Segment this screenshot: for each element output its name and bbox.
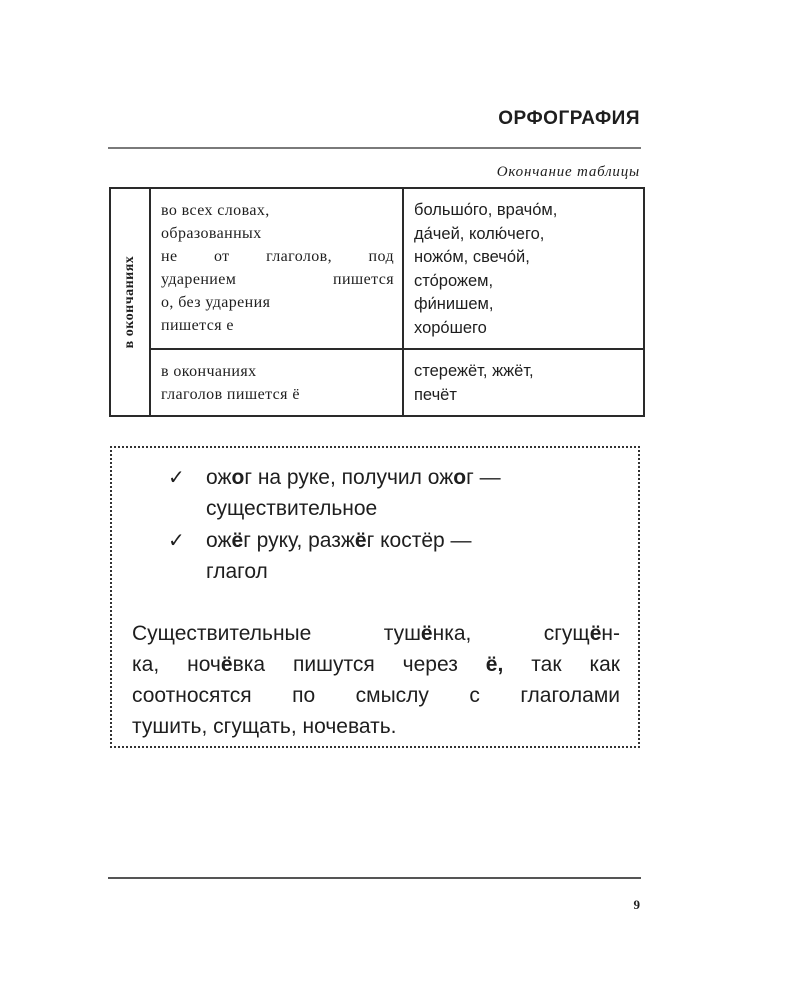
paragraph-line: ка, ночёвка пишутся через ё, так как [132, 653, 620, 676]
note-box [110, 446, 640, 748]
rule-line: пишется е [161, 317, 234, 334]
running-header: ОРФОГРАФИЯ [498, 108, 640, 129]
note-item-text: ожог на руке, получил ожог — существительное [206, 466, 501, 520]
examples-cell [403, 349, 644, 416]
paragraph-line: соотносятся по смыслу с глаголами [132, 684, 620, 707]
example-line: большо́го, врачо́м, [414, 201, 558, 219]
examples-cell [403, 188, 644, 349]
table-continuation-caption: Окончание таблицы [496, 164, 640, 180]
example-line: фи́нишем, [414, 295, 494, 313]
table-row [110, 188, 644, 349]
rule-line: образованных [161, 225, 262, 242]
side-label-cell [110, 188, 150, 416]
example-line: стережёт, жжёт, [414, 362, 534, 380]
page-number: 9 [633, 897, 640, 912]
paragraph-line: Существительные тушёнка, сгущён- [132, 622, 620, 645]
side-label: в окончаниях [122, 255, 137, 349]
rule-line: в окончаниях [161, 363, 257, 380]
paragraph-line: тушить, сгущать, ночевать. [132, 715, 397, 738]
rule-cell [150, 349, 403, 416]
note-paragraph [132, 618, 620, 742]
example-line: да́чей, колю́чего, [414, 224, 545, 243]
rule-line: о, без ударения [161, 294, 271, 311]
checkmark-icon: ✓ [168, 528, 185, 552]
note-item-text: ожёг руку, разжёг костёр — глагол [206, 529, 472, 583]
table-row [110, 349, 644, 416]
rule-line: не от глаголов, под [161, 248, 394, 265]
example-line: печёт [414, 385, 457, 404]
checkmark-icon: ✓ [168, 465, 185, 489]
rule-line: глаголов пишется ё [161, 386, 300, 403]
header-divider [108, 147, 641, 149]
example-line: хоро́шего [414, 318, 487, 337]
spelling-rules-table [109, 187, 645, 417]
rule-line: во всех словах, [161, 202, 270, 219]
example-line: сто́рожем, [414, 271, 494, 290]
example-line: ножо́м, свечо́й, [414, 248, 530, 266]
rule-line: ударением пишется [161, 271, 394, 288]
footer-divider [108, 877, 641, 879]
rule-cell [150, 188, 403, 349]
